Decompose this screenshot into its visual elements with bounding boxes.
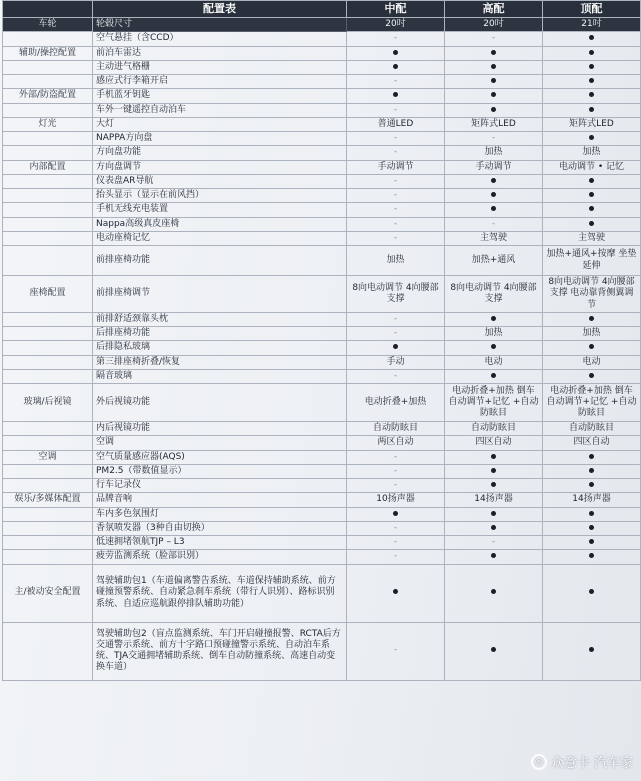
not-available-mark: - <box>393 645 398 656</box>
not-available-mark: - <box>393 313 398 324</box>
included-dot-icon <box>491 206 496 211</box>
included-dot-icon <box>491 344 496 349</box>
feature-name: 疲劳监测系统（脸部识别） <box>93 550 347 564</box>
value-cell <box>347 32 445 46</box>
feature-name: 行车记录仪 <box>93 479 347 493</box>
value-cell <box>347 521 445 535</box>
feature-name: 前排座椅调节 <box>93 276 347 313</box>
feature-name: 大灯 <box>93 117 347 131</box>
value-cell <box>445 46 543 60</box>
value-cell <box>347 564 445 622</box>
included-dot-icon <box>589 454 594 459</box>
not-available-mark: - <box>491 33 496 44</box>
table-row <box>3 160 641 174</box>
value-cell <box>445 217 543 231</box>
value-cell <box>445 75 543 89</box>
value-cell <box>347 507 445 521</box>
table-row <box>3 536 641 550</box>
value-cell <box>347 550 445 564</box>
header-blank <box>3 1 93 18</box>
value-cell <box>347 89 445 103</box>
feature-name: 后排隐私玻璃 <box>93 341 347 355</box>
value-cell: 自动防眩目 <box>543 422 641 436</box>
feature-name: 香氛喷发器（3种自由切换） <box>93 521 347 535</box>
value-cell <box>543 75 641 89</box>
value-cell <box>347 189 445 203</box>
not-available-mark: - <box>393 190 398 200</box>
included-dot-icon <box>491 373 496 378</box>
value-cell <box>445 479 543 493</box>
value-cell <box>347 312 445 326</box>
value-cell <box>347 464 445 478</box>
included-dot-icon <box>491 647 496 652</box>
not-available-mark: - <box>393 451 398 462</box>
not-available-mark: - <box>393 465 398 476</box>
value-cell <box>543 464 641 478</box>
value-cell <box>445 622 543 680</box>
table-title: 配置表 <box>93 1 347 18</box>
included-dot-icon <box>491 589 496 594</box>
table-row <box>3 479 641 493</box>
table-row <box>3 32 641 46</box>
value-cell: 14扬声器 <box>445 493 543 507</box>
included-dot-icon <box>491 454 496 459</box>
not-available-mark: - <box>393 232 398 243</box>
category-cell <box>3 536 93 550</box>
table-row <box>3 46 641 60</box>
feature-name: 低速拥堵领航TJP – L3 <box>93 536 347 550</box>
included-dot-icon <box>491 64 496 69</box>
category-cell <box>3 217 93 231</box>
value-cell <box>347 536 445 550</box>
value-cell <box>347 132 445 146</box>
table-row <box>3 203 641 217</box>
feature-name: 空调 <box>93 436 347 450</box>
category-cell: 娱乐/多媒体配置 <box>3 493 93 507</box>
included-dot-icon <box>491 482 496 487</box>
category-cell <box>3 32 93 46</box>
value-cell <box>445 564 543 622</box>
included-dot-icon <box>393 344 398 349</box>
table-row <box>3 60 641 74</box>
feature-name: 前泊车雷达 <box>93 46 347 60</box>
table-row <box>3 276 641 313</box>
value-cell: 加热 <box>347 246 445 276</box>
value-cell <box>543 450 641 464</box>
table-row <box>3 231 641 245</box>
category-cell <box>3 422 93 436</box>
value-cell <box>543 103 641 117</box>
included-dot-icon <box>589 221 594 226</box>
feature-name: 驾驶辅助包2（盲点监测系统、车门开启碰撞报警、RCTA后方交通警示系统、前方十字路口预碰撞警示系统、自动泊车系统、TJA交通拥堵辅助系统、倒车自动防撞系统、高速自动变换车道） <box>93 622 347 680</box>
category-cell <box>3 103 93 117</box>
feature-name: 车内多色氛围灯 <box>93 507 347 521</box>
included-dot-icon <box>589 482 594 487</box>
feature-name: 品牌音响 <box>93 493 347 507</box>
included-dot-icon <box>589 539 594 544</box>
value-cell <box>543 369 641 383</box>
feature-name: 前排舒适颈靠头枕 <box>93 312 347 326</box>
feature-name: PM2.5（带数值显示） <box>93 464 347 478</box>
column-high: 高配 <box>445 1 543 18</box>
value-cell <box>543 60 641 74</box>
category-cell <box>3 60 93 74</box>
category-cell <box>3 464 93 478</box>
value-cell <box>543 132 641 146</box>
value-cell: 自动防眩目 <box>347 422 445 436</box>
not-available-mark: - <box>393 133 398 143</box>
value-cell: 电动调节 • 记忆 <box>543 160 641 174</box>
table-row <box>3 436 641 450</box>
value-cell <box>543 174 641 188</box>
value-cell: 矩阵式LED <box>543 117 641 131</box>
value-cell <box>445 32 543 46</box>
not-available-mark: - <box>393 522 398 533</box>
category-cell: 灯光 <box>3 117 93 131</box>
feature-name: 前排座椅功能 <box>93 246 347 276</box>
value-cell: 加热 <box>543 146 641 160</box>
included-dot-icon <box>589 192 594 197</box>
value-cell <box>543 189 641 203</box>
value-cell <box>543 521 641 535</box>
table-row <box>3 422 641 436</box>
included-dot-icon <box>589 589 594 594</box>
feature-name: 手机蓝牙钥匙 <box>93 89 347 103</box>
table-row <box>3 117 641 131</box>
value-cell <box>543 564 641 622</box>
value-cell: 普通LED <box>347 117 445 131</box>
value-cell <box>445 60 543 74</box>
table-row <box>3 341 641 355</box>
not-available-mark: - <box>393 147 398 158</box>
value-cell: 21吋 <box>543 18 641 32</box>
value-cell: 加热 <box>543 327 641 341</box>
included-dot-icon <box>589 50 594 55</box>
not-available-mark: - <box>393 76 398 86</box>
included-dot-icon <box>491 553 496 558</box>
value-cell: 8向电动调节 4向腰部支撑 <box>347 276 445 313</box>
included-dot-icon <box>589 373 594 378</box>
included-dot-icon <box>491 50 496 55</box>
category-cell <box>3 231 93 245</box>
feature-name: 空气质量感应器(AQS) <box>93 450 347 464</box>
value-cell: 电动折叠+加热 倒车自动调节+记忆 +自动防眩目 <box>543 384 641 422</box>
value-cell <box>445 507 543 521</box>
table-row <box>3 312 641 326</box>
value-cell <box>543 46 641 60</box>
not-available-mark: - <box>393 204 398 215</box>
included-dot-icon <box>491 316 496 321</box>
category-cell: 内部配置 <box>3 160 93 174</box>
feature-name: 隔音玻璃 <box>93 369 347 383</box>
value-cell: 四区自动 <box>543 436 641 450</box>
category-cell: 外部/防盗配置 <box>3 89 93 103</box>
value-cell: 主驾驶 <box>445 231 543 245</box>
value-cell <box>347 369 445 383</box>
included-dot-icon <box>393 64 398 69</box>
category-cell <box>3 132 93 146</box>
logo-icon: ◎ <box>531 754 547 770</box>
included-dot-icon <box>589 468 594 473</box>
value-cell: 电动 <box>445 355 543 369</box>
value-cell <box>543 341 641 355</box>
value-cell <box>347 75 445 89</box>
not-available-mark: - <box>393 104 398 115</box>
feature-name: 第三排座椅折叠/恢复 <box>93 355 347 369</box>
value-cell <box>445 341 543 355</box>
category-cell <box>3 355 93 369</box>
feature-name: 方向盘调节 <box>93 160 347 174</box>
table-row <box>3 507 641 521</box>
value-cell: 10扬声器 <box>347 493 445 507</box>
value-cell: 电动折叠+加热 倒车自动调节+记忆 +自动防眩目 <box>445 384 543 422</box>
table-row <box>3 246 641 276</box>
not-available-mark: - <box>491 537 496 547</box>
value-cell: 手动调节 <box>347 160 445 174</box>
feature-name: 轮毂尺寸 <box>93 18 347 32</box>
table-row <box>3 464 641 478</box>
value-cell: 自动防眩目 <box>445 422 543 436</box>
category-cell: 车轮 <box>3 18 93 32</box>
table-row <box>3 493 641 507</box>
included-dot-icon <box>491 525 496 530</box>
table-row <box>3 174 641 188</box>
feature-name: 电动座椅记忆 <box>93 231 347 245</box>
not-available-mark: - <box>491 133 496 143</box>
value-cell: 四区自动 <box>445 436 543 450</box>
value-cell: 手动调节 <box>445 160 543 174</box>
value-cell: 电动折叠+加热 <box>347 384 445 422</box>
included-dot-icon <box>589 647 594 652</box>
value-cell <box>347 341 445 355</box>
value-cell: 加热 <box>445 327 543 341</box>
category-cell <box>3 174 93 188</box>
category-cell: 座椅配置 <box>3 276 93 313</box>
table-row <box>3 622 641 680</box>
table-row <box>3 550 641 564</box>
watermark <box>531 752 633 771</box>
value-cell <box>445 312 543 326</box>
table-row <box>3 75 641 89</box>
included-dot-icon <box>589 64 594 69</box>
value-cell <box>445 189 543 203</box>
value-cell: 主驾驶 <box>543 231 641 245</box>
value-cell <box>445 521 543 535</box>
included-dot-icon <box>491 192 496 197</box>
category-cell <box>3 479 93 493</box>
included-dot-icon <box>491 511 496 516</box>
value-cell <box>347 450 445 464</box>
value-cell: 14扬声器 <box>543 493 641 507</box>
table-row <box>3 369 641 383</box>
not-available-mark: - <box>393 218 398 229</box>
value-cell: 加热 <box>445 146 543 160</box>
value-cell <box>347 327 445 341</box>
value-cell <box>347 231 445 245</box>
category-cell <box>3 312 93 326</box>
not-available-mark: - <box>393 537 398 547</box>
feature-name: 车外一键遥控自动泊车 <box>93 103 347 117</box>
value-cell: 20吋 <box>347 18 445 32</box>
value-cell <box>543 550 641 564</box>
not-available-mark: - <box>393 480 398 490</box>
not-available-mark: - <box>393 551 398 562</box>
category-cell <box>3 189 93 203</box>
included-dot-icon <box>491 107 496 112</box>
value-cell <box>347 174 445 188</box>
included-dot-icon <box>589 511 594 516</box>
table-row <box>3 18 641 32</box>
value-cell <box>543 312 641 326</box>
table-row <box>3 132 641 146</box>
included-dot-icon <box>393 50 398 55</box>
value-cell: 矩阵式LED <box>445 117 543 131</box>
category-cell: 玻璃/后视镜 <box>3 384 93 422</box>
value-cell <box>347 146 445 160</box>
included-dot-icon <box>491 92 496 97</box>
value-cell <box>543 536 641 550</box>
table-row <box>3 89 641 103</box>
table-row <box>3 146 641 160</box>
feature-name: 主动进气格栅 <box>93 60 347 74</box>
category-cell: 空调 <box>3 450 93 464</box>
value-cell: 加热+通风+按摩 坐垫延伸 <box>543 246 641 276</box>
value-cell: 电动 <box>543 355 641 369</box>
value-cell <box>445 464 543 478</box>
included-dot-icon <box>491 78 496 83</box>
table-row <box>3 217 641 231</box>
category-cell: 辅助/操控配置 <box>3 46 93 60</box>
included-dot-icon <box>491 468 496 473</box>
value-cell <box>445 103 543 117</box>
header-row <box>3 1 641 18</box>
value-cell <box>347 479 445 493</box>
included-dot-icon <box>589 35 594 40</box>
category-cell <box>3 341 93 355</box>
value-cell <box>347 622 445 680</box>
not-available-mark: - <box>393 370 398 381</box>
included-dot-icon <box>589 525 594 530</box>
included-dot-icon <box>491 178 496 183</box>
table-row <box>3 450 641 464</box>
value-cell <box>445 536 543 550</box>
value-cell <box>543 217 641 231</box>
value-cell <box>543 507 641 521</box>
value-cell: 8向电动调节 4向腰部支撑 电动靠背侧翼调节 <box>543 276 641 313</box>
value-cell <box>347 203 445 217</box>
value-cell <box>543 622 641 680</box>
included-dot-icon <box>393 589 398 594</box>
included-dot-icon <box>393 92 398 97</box>
value-cell: 20吋 <box>445 18 543 32</box>
feature-name: 方向盘功能 <box>93 146 347 160</box>
included-dot-icon <box>589 107 594 112</box>
value-cell <box>445 550 543 564</box>
feature-name: 空气悬挂（含CCD） <box>93 32 347 46</box>
category-cell <box>3 521 93 535</box>
feature-name: Nappa高级真皮座椅 <box>93 217 347 231</box>
value-cell <box>347 103 445 117</box>
category-cell <box>3 622 93 680</box>
category-cell <box>3 550 93 564</box>
included-dot-icon <box>589 92 594 97</box>
feature-name: 仪表盘AR导航 <box>93 174 347 188</box>
included-dot-icon <box>589 344 594 349</box>
value-cell: 加热+通风 <box>445 246 543 276</box>
category-cell: 主/被动安全配置 <box>3 564 93 622</box>
feature-name: 驾驶辅助包1（车道偏离警告系统、车道保持辅助系统、前方碰撞预警系统、自动紧急刹车系统（带行人识别）、路标识别系统、自适应巡航跟停排队辅助功能） <box>93 564 347 622</box>
category-cell <box>3 246 93 276</box>
included-dot-icon <box>589 78 594 83</box>
table-row <box>3 355 641 369</box>
value-cell <box>347 46 445 60</box>
included-dot-icon <box>589 178 594 183</box>
included-dot-icon <box>393 511 398 516</box>
table-row <box>3 103 641 117</box>
included-dot-icon <box>589 553 594 558</box>
category-cell <box>3 75 93 89</box>
included-dot-icon <box>589 316 594 321</box>
value-cell <box>445 203 543 217</box>
not-available-mark: - <box>393 33 398 44</box>
feature-name: NAPPA方向盘 <box>93 132 347 146</box>
feature-name: 外后视镜功能 <box>93 384 347 422</box>
table-row <box>3 521 641 535</box>
column-mid: 中配 <box>347 1 445 18</box>
value-cell <box>543 479 641 493</box>
config-table <box>2 0 641 681</box>
not-available-mark: - <box>393 175 398 186</box>
included-dot-icon <box>589 206 594 211</box>
value-cell: 两区自动 <box>347 436 445 450</box>
value-cell <box>543 32 641 46</box>
feature-name: 后排座椅功能 <box>93 327 347 341</box>
value-cell: 8向电动调节 4向腰部支撑 <box>445 276 543 313</box>
value-cell <box>543 203 641 217</box>
value-cell <box>445 174 543 188</box>
not-available-mark: - <box>491 218 496 229</box>
category-cell <box>3 507 93 521</box>
feature-name: 感应式行李箱开启 <box>93 75 347 89</box>
category-cell <box>3 327 93 341</box>
table-row <box>3 327 641 341</box>
column-top: 顶配 <box>543 1 641 18</box>
category-cell <box>3 436 93 450</box>
feature-name: 抬头显示（显示在前风挡） <box>93 189 347 203</box>
value-cell <box>445 89 543 103</box>
watermark-text: 众意卡 汽车家 <box>550 756 633 771</box>
table-row <box>3 189 641 203</box>
table-row <box>3 564 641 622</box>
category-cell <box>3 146 93 160</box>
included-dot-icon <box>589 135 594 140</box>
category-cell <box>3 369 93 383</box>
not-available-mark: - <box>393 328 398 338</box>
value-cell <box>445 132 543 146</box>
table-row <box>3 384 641 422</box>
category-cell <box>3 203 93 217</box>
value-cell <box>347 60 445 74</box>
value-cell <box>347 217 445 231</box>
value-cell <box>445 369 543 383</box>
value-cell <box>445 450 543 464</box>
value-cell: 手动 <box>347 355 445 369</box>
feature-name: 内后视镜功能 <box>93 422 347 436</box>
value-cell <box>543 89 641 103</box>
feature-name: 手机无线充电装置 <box>93 203 347 217</box>
